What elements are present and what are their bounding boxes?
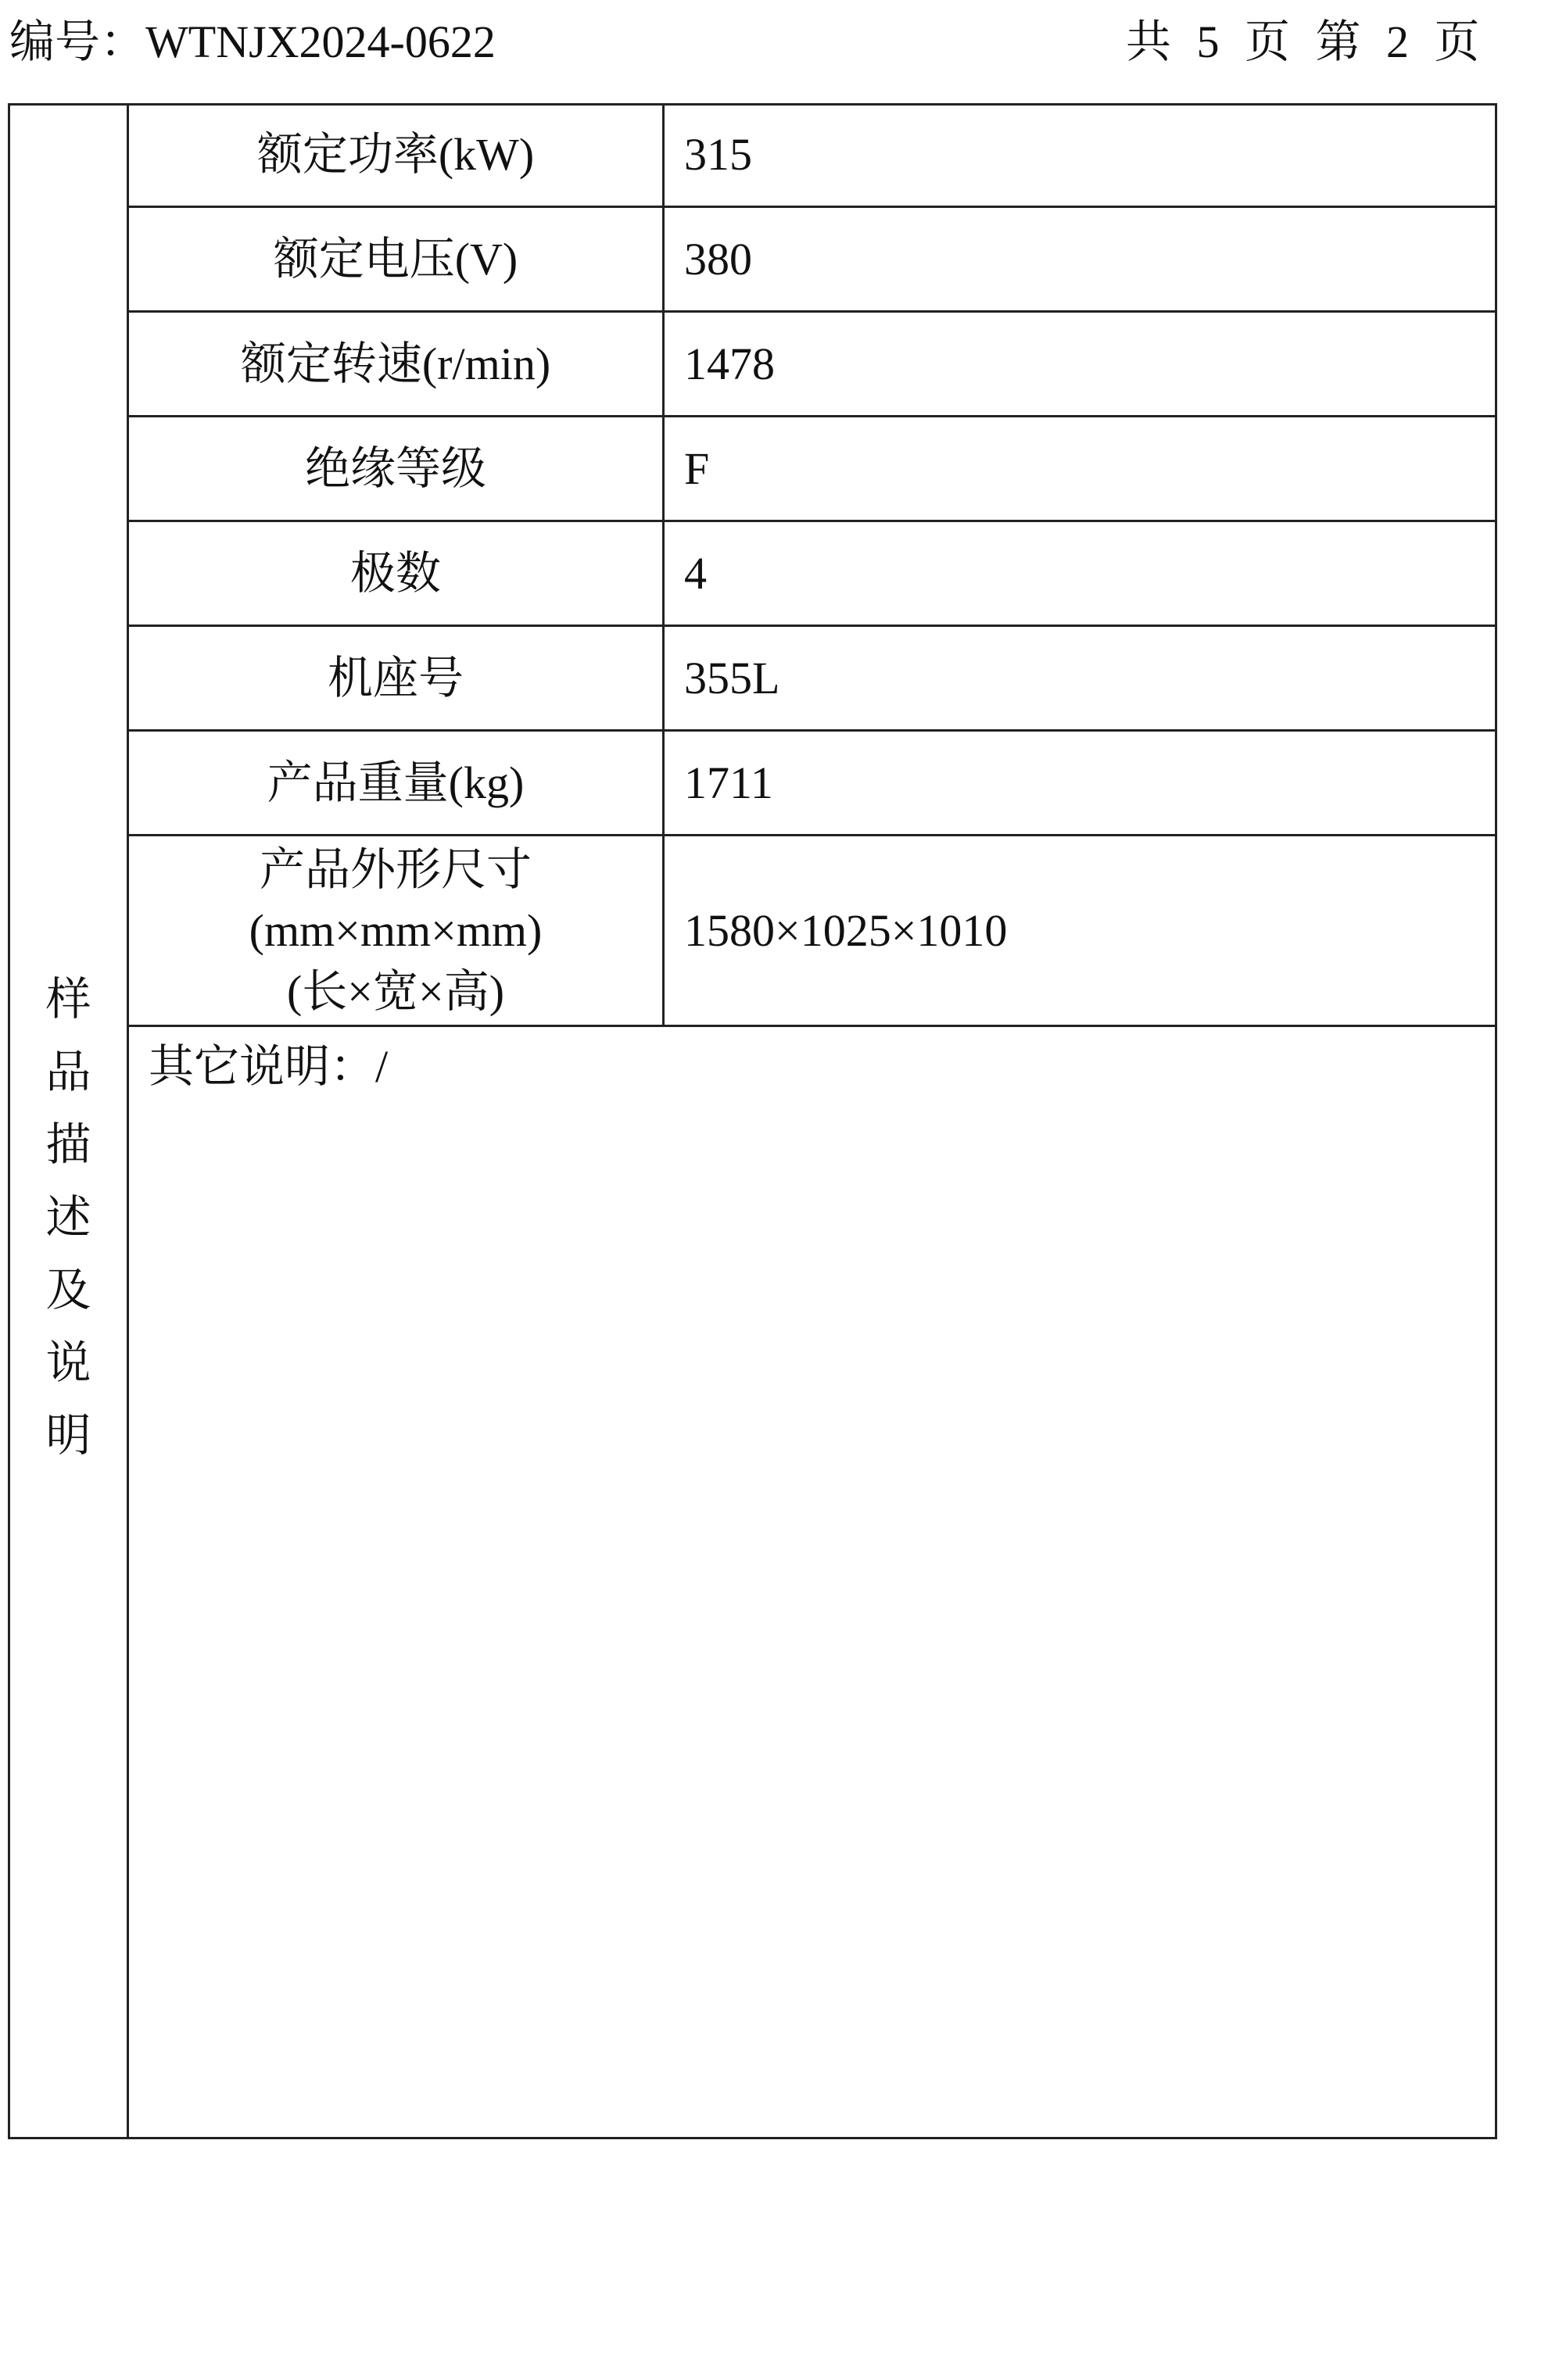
row-label: 机座号 bbox=[129, 627, 665, 729]
section-label-column bbox=[8, 103, 129, 2139]
row-label: 额定电压(V) bbox=[129, 208, 665, 310]
section-label: 样 品 描 述 及 说 明 bbox=[45, 974, 91, 1461]
row-value: 355L bbox=[684, 653, 780, 703]
row-value: 1478 bbox=[684, 338, 775, 389]
row-label: 极数 bbox=[129, 522, 665, 625]
row-label: 产品外形尺寸 (mm×mm×mm) (长×宽×高) bbox=[129, 836, 665, 1025]
document-number bbox=[9, 11, 496, 73]
document-number-label: 编号： bbox=[9, 16, 146, 67]
table-row bbox=[129, 208, 1497, 313]
table-row bbox=[129, 732, 1497, 836]
table-row bbox=[129, 417, 1497, 522]
row-value: 315 bbox=[684, 129, 752, 180]
document-number-value: WTNJX2024-0622 bbox=[145, 16, 496, 67]
row-label: 额定转速(r/min) bbox=[129, 313, 665, 415]
table-row-dimensions bbox=[129, 836, 1497, 1027]
page-indicator: 共 5 页 第 2 页 bbox=[1126, 16, 1480, 67]
table-row bbox=[129, 627, 1497, 732]
row-label: 绝缘等级 bbox=[129, 417, 665, 520]
row-value: 380 bbox=[684, 234, 752, 285]
table-row bbox=[129, 313, 1497, 417]
table-row bbox=[129, 103, 1497, 208]
row-value: 1711 bbox=[684, 757, 773, 808]
other-notes: 其它说明：/ bbox=[149, 1041, 389, 1092]
row-label: 额定功率(kW) bbox=[129, 103, 665, 206]
row-label: 产品重量(kg) bbox=[129, 732, 665, 834]
row-value: 1580×1025×1010 bbox=[684, 905, 1008, 956]
row-value: F bbox=[684, 443, 710, 494]
table-row bbox=[129, 522, 1497, 627]
row-value: 4 bbox=[684, 548, 707, 599]
